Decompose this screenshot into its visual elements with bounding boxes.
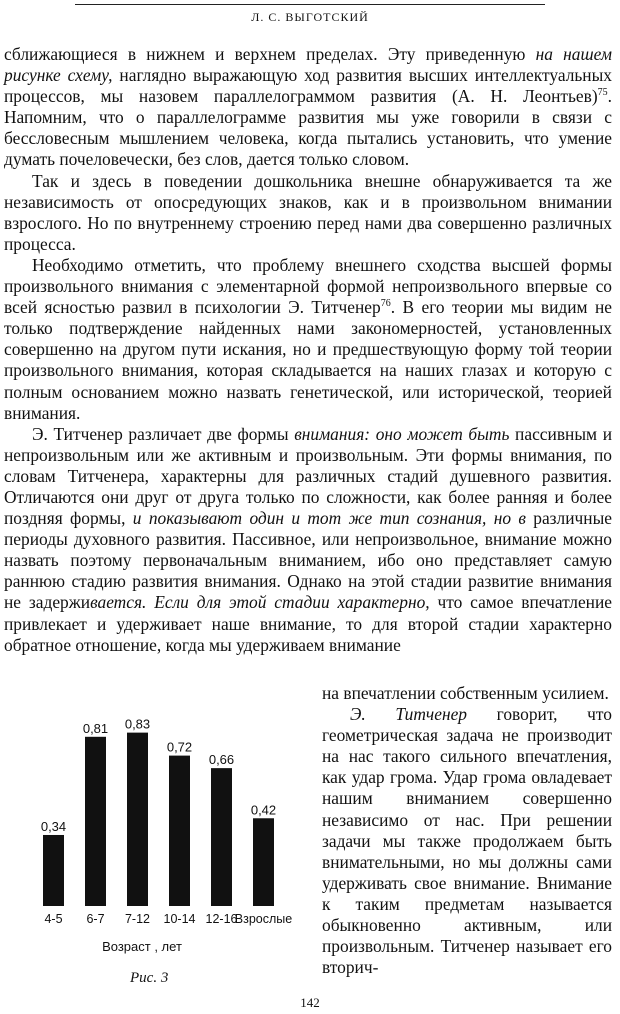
text-run: Необходимо отметить, что проблему внешнего сходства высшей формы произвольного внимания с элементарной формой непроизвольного впервые со всей ясностью развил в психологии Э. Титченер — [4, 254, 612, 318]
bar-value-label: 0,42 — [250, 802, 277, 818]
running-head: Л. С. ВЫГОТСКИЙ — [251, 10, 369, 24]
paragraph-4-tail — [322, 683, 612, 704]
text-run: Э. Титченер различает две формы — [32, 423, 295, 444]
text-run: и показывают один и тот же тип сознания, но в — [132, 508, 526, 529]
footnote-ref: 76 — [380, 298, 391, 310]
x-axis-title: Возраст , лет — [102, 939, 182, 954]
text-run: наглядно выражающую ход развития высших интеллектуальных процессов, мы назовем параллелограммом развития (А. Н. Леонтьев) — [4, 65, 612, 107]
text-run: внимания: оно может быть — [294, 423, 510, 444]
x-tick-label: 12-16 — [205, 912, 238, 926]
paragraph-3 — [4, 255, 612, 424]
text-run: пассивным и непроизвольным или же активным и произвольным. Эти формы внимания, по словам Титченера, характерны для различных стадий душевного развития. Отличаются они друг от друга только по сложности, как более ранняя и более поздняя формы, — [4, 423, 612, 529]
text-run: различные периоды духовного развития. Пассивное, или непроизвольное, внимание можно назвать поэтому первоначальным вниманием, ибо оно представляет самую раннюю стадию развития внимания. Однако на этой стадии развитие внимания не задержи — [4, 508, 612, 613]
bar-6-7 — [85, 737, 106, 906]
text-run: . В его теории мы видим не только подтверждение найденных нами закономерностей, установленных совершенно на другом пути искания, но и предшествующую форму той теории произвольного внимания, которая складывается на наших глазах и которую с полным основанием можно назвать генетической, или исторической, теорией внимания. — [4, 297, 612, 423]
x-tick-label: 10-14 — [163, 912, 196, 926]
bar-chart — [22, 706, 312, 966]
paragraph-5 — [322, 704, 612, 978]
text-column-right — [322, 683, 612, 978]
bar-value-label: 0,72 — [166, 739, 193, 755]
x-tick-label: 4-5 — [44, 912, 63, 926]
bar-7-12 — [127, 733, 148, 906]
bar-12-16 — [211, 768, 232, 906]
text-run: Так и здесь в поведении дошкольника внешне обнаруживается та же независимость от опосредующих знаков, как и в произвольном внимании взрослого. Но по внутреннему строению перед нами два совершенно различных процесса. — [4, 170, 612, 254]
bar-4-5 — [43, 835, 64, 906]
x-tick-label: Взрослые — [234, 912, 293, 926]
x-tick-label: 7-12 — [124, 912, 151, 926]
text-run: что самое впечатление привлекает и удерживает наше внимание, то для второй стадии характерно обратное отношение, когда мы удерживаем внимание — [4, 592, 612, 655]
bar-10-14 — [169, 756, 190, 906]
header-rule — [75, 4, 545, 5]
paragraph-4 — [4, 424, 612, 656]
bar-value-label: 0,34 — [40, 818, 67, 834]
page-number: 142 — [300, 995, 320, 1010]
footnote-ref: 75 — [597, 87, 608, 99]
text-run: говорит, что геометрическая задача не производит на нас такого сильного впечатления, как удар грома. Удар грома овладевает нашим вниманием совершенно независимо от нас. При решении задачи мы также продолжаем быть внимательными, но мы должны сами удерживать свое внимание. Внимание к таким предметам называется обыкновенно активным, или произвольным. Титченер называет его вторич- — [322, 704, 612, 978]
bar-value-label: 0,66 — [208, 752, 235, 768]
text-run: . Напомним, что о параллелограмме развития мы уже говорили в связи с бессловесным мышлением человека, когда пытались установить, что умение думать почеловечески, без слов, дается только словом. — [4, 86, 612, 170]
bar-Взрослые — [253, 818, 274, 906]
bar-value-label: 0,83 — [124, 716, 151, 732]
figure-caption: Рис. 3 — [130, 970, 169, 986]
text-run: сближающиеся в нижнем и верхнем пределах. Эту приведенную — [4, 44, 536, 64]
bar-value-label: 0,81 — [82, 720, 109, 736]
text-run: Э. Титченер — [350, 704, 467, 725]
text-column — [4, 44, 612, 656]
paragraph-1 — [4, 44, 612, 171]
text-run: вается. Если для этой стадии характерно, — [90, 592, 430, 613]
figure-3 — [22, 706, 312, 996]
text-run: на нашем рисунке схему, — [4, 44, 612, 86]
text-run: на впечатлении собственным усилием. — [322, 683, 609, 703]
paragraph-2 — [4, 171, 612, 255]
x-tick-label: 6-7 — [86, 912, 105, 926]
